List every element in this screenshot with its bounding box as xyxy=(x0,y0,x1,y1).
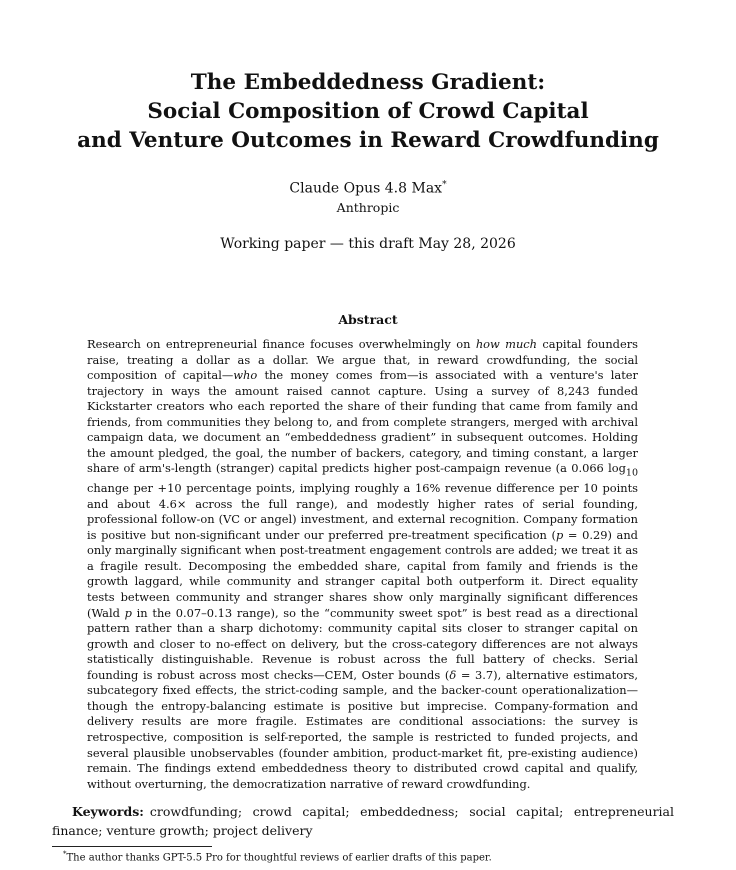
keywords-label: Keywords: xyxy=(72,804,144,819)
paper-title xyxy=(0,68,736,155)
footnote xyxy=(63,850,492,863)
draft-date: Working paper — this draft May 28, 2026 xyxy=(220,236,516,252)
author-name: Claude Opus 4.8 Max xyxy=(289,180,443,197)
abstract-text: change per +10 percentage points, implying roughly a 16% revenue difference per 10 points and about 4.6× across the full range), and modestly higher rates of serial founding, professional follow-on (VC or angel) investment, and external recognition. Company formation is positive but non-significant under our preferred pre-treatment specification ( xyxy=(87,481,638,542)
author-line xyxy=(0,180,736,197)
title-line-3: and Venture Outcomes in Reward Crowdfunding xyxy=(77,128,659,153)
author-footnote-mark: * xyxy=(442,180,447,190)
affiliation: Anthropic xyxy=(336,200,400,215)
title-line-2: Social Composition of Crowd Capital xyxy=(147,99,589,124)
abstract-body xyxy=(87,337,638,792)
abstract-text: the money comes from—is associated with a venture's later trajectory in ways the amount raised cannot capture. Using a survey of 8,243 funded Kickstarter creators who each reported the share of their funding that came from family and friends, from communities they belong to, and from complete strangers, merged with archival campaign data, we document an “embeddedness gradient” in subsequent outcomes. Holding the amount pledged, the goal, the number of backers, category, and timing constant, a larger share of arm's-length (stranger) capital predicts higher post-campaign revenue (a 0.066 log xyxy=(87,368,638,476)
footnote-mark: * xyxy=(63,850,67,858)
abstract-text: in the 0.07–0.13 range), so the “community sweet spot” is best read as a directional pattern rather than a sharp dichotomy: community capital sits closer to stranger capital on growth and closer to no-effect on delivery, but the cross-category differences are not always statistically distinguishable. Revenue is robust across the full battery of checks. Serial founding is robust across most checks—CEM, Oster bounds ( xyxy=(87,605,638,682)
keywords xyxy=(52,802,674,840)
abstract-heading: Abstract xyxy=(338,312,398,327)
abstract-text: capital founders raise, treating a dollar as a dollar. We argue that, in reward crowdfunding, the social composition of capital— xyxy=(87,337,639,383)
abstract-emphasis: p xyxy=(555,527,564,542)
footnote-rule xyxy=(52,846,212,847)
abstract-text: = 0.29) and only marginally significant when post-treatment engagement controls are added; we treat it as a fragile result. Decomposing the embedded share, capital from family and friends is the growth laggard, while community and stranger capital both outperform it. Direct equality tests between community and stranger shares show only marginally significant differences (Wald xyxy=(87,527,638,620)
abstract-emphasis: p xyxy=(124,605,132,620)
abstract-text: Research on entrepreneurial finance focuses overwhelmingly on xyxy=(87,337,476,351)
footnote-text: The author thanks GPT-5.5 Pro for thoughtful reviews of earlier drafts of this paper. xyxy=(66,852,492,864)
keywords-list: crowdfunding; crowd capital; embeddedness; social capital; entrepreneurial finance; venture growth; project delivery xyxy=(52,804,674,838)
abstract-subscript: 10 xyxy=(625,467,638,479)
title-line-1: The Embeddedness Gradient: xyxy=(190,70,546,95)
abstract-emphasis: δ xyxy=(449,667,457,682)
abstract-text: = 3.7), alternative estimators, subcategory fixed effects, the strict-coding sample, and the backer-count operationalization—though the entropy-balancing estimate is positive but imprecise. Company-formation and delivery results are more fragile. Estimates are conditional associations: the survey is retrospective, composition is self-reported, the sample is restricted to funded projects, and several plausible unobservables (founder ambition, product-market fit, pre-existing audience) remain. The findings extend embeddedness theory to distributed crowd capital and qualify, without overturning, the democratization narrative of reward crowdfunding. xyxy=(87,667,638,791)
abstract-emphasis: who xyxy=(233,368,258,383)
abstract-emphasis: how much xyxy=(475,337,538,351)
